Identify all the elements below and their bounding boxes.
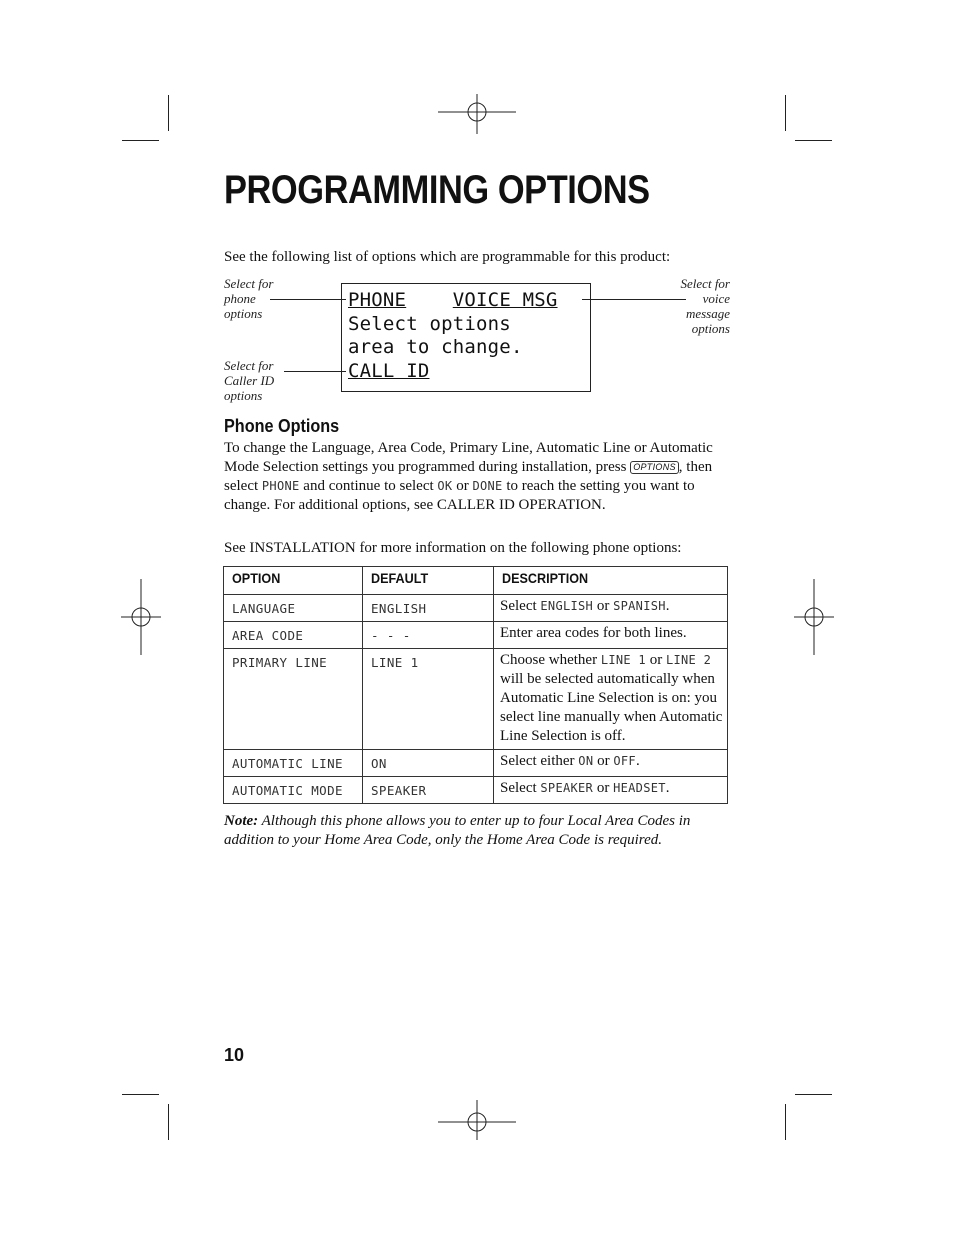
callout-caller-id	[224, 358, 274, 403]
table-row	[224, 750, 728, 777]
crop-mark	[122, 140, 159, 141]
leader-line-voice-msg	[582, 299, 686, 300]
paragraph-text: To change the Language, Area Code, Primary Line, Automatic Line or Automatic Mode Selection settings you programmed during installation, press	[224, 440, 713, 475]
leader-line-phone	[270, 299, 346, 300]
callout-line: Select for	[680, 276, 730, 291]
description-text: .	[665, 780, 670, 796]
display-text: LINE 1	[600, 653, 646, 667]
phone-options-paragraph	[224, 439, 724, 515]
registration-mark-right	[794, 579, 834, 655]
default-cell: ENGLISH	[363, 595, 494, 622]
callout-phone	[224, 276, 273, 321]
description-text: will be selected automatically when Automatic Line Selection is on: you select line manually when Automatic Line Selection is off.	[500, 671, 723, 744]
description-cell	[494, 595, 728, 622]
lcd-line-4	[348, 360, 429, 382]
section-heading: Phone Options	[224, 416, 340, 436]
table-header-row	[224, 567, 728, 595]
paragraph-text: or	[452, 478, 473, 494]
default-cell: - - -	[363, 622, 494, 649]
lcd-call-id-option: CALL ID	[348, 360, 430, 382]
crop-mark	[795, 140, 832, 141]
option-cell: AREA CODE	[224, 622, 363, 649]
lcd-phone-option: PHONE	[348, 289, 407, 311]
paragraph-text: , then select	[224, 459, 713, 494]
option-cell: AUTOMATIC MODE	[224, 777, 363, 804]
callout-voice-msg	[650, 276, 730, 336]
description-text: Enter area codes for both lines.	[500, 625, 687, 641]
table-row	[224, 649, 728, 750]
description-cell	[494, 750, 728, 777]
intro-text: See the following list of options which are programmable for this product:	[224, 249, 671, 265]
lcd-line-2: Select options	[348, 313, 511, 335]
description-text: Select	[500, 598, 541, 614]
display-text: SPEAKER	[540, 781, 594, 795]
crop-mark	[785, 1104, 786, 1140]
lcd-line-1	[348, 289, 558, 311]
default-cell: LINE 1	[363, 649, 494, 750]
display-text: SPANISH	[613, 599, 666, 613]
lcd-voice-msg-option: VOICE MSG	[452, 289, 558, 311]
display-text: DONE	[472, 479, 503, 493]
callout-line: Caller ID	[224, 373, 275, 388]
description-text: or	[593, 598, 614, 614]
display-text: HEADSET	[613, 781, 666, 795]
option-cell: PRIMARY LINE	[224, 649, 363, 750]
display-text: PHONE	[261, 479, 300, 493]
table-row	[224, 777, 728, 804]
crop-mark	[168, 1104, 169, 1140]
crop-mark	[785, 95, 786, 131]
table-row	[224, 595, 728, 622]
display-text: OFF	[613, 754, 636, 768]
note-body: Although this phone allows you to enter up to four Local Area Codes in addition to your Home Area Code, only the Home Area Code is required.	[224, 813, 691, 848]
leader-line-caller-id	[284, 371, 346, 372]
crop-mark	[795, 1094, 832, 1095]
callout-line: Select for	[224, 358, 274, 373]
registration-mark-bottom	[438, 1100, 516, 1140]
callout-line: options	[224, 306, 263, 321]
description-text: or	[593, 753, 614, 769]
description-cell	[494, 649, 728, 750]
description-text: .	[665, 598, 670, 614]
default-cell: ON	[363, 750, 494, 777]
description-cell	[494, 777, 728, 804]
page-number: 10	[224, 1045, 245, 1065]
table-row	[224, 622, 728, 649]
paragraph-text: and continue to select	[299, 478, 438, 494]
callout-line: options	[224, 388, 263, 403]
crop-mark	[122, 1094, 159, 1095]
description-text: .	[635, 753, 640, 769]
callout-line: Select for	[224, 276, 274, 291]
display-text: ENGLISH	[540, 599, 594, 613]
note-text	[224, 812, 724, 850]
paragraph-text: to reach the setting you want to change. For additional options, see CALLER ID OPERATION.	[224, 478, 695, 513]
callout-line: options	[691, 321, 730, 336]
callout-line: message	[685, 306, 730, 321]
page-title: PROGRAMMING OPTIONS	[224, 168, 650, 212]
registration-mark-left	[121, 579, 161, 655]
callout-line: voice	[702, 291, 730, 306]
description-cell	[494, 622, 728, 649]
description-text: or	[645, 652, 666, 668]
column-header-description: DESCRIPTION	[494, 567, 728, 595]
display-text: LINE 2	[665, 653, 712, 667]
column-header-option: OPTION	[224, 567, 363, 595]
description-text: Select either	[500, 753, 579, 769]
see-installation-text: See INSTALLATION for more information on the following phone options:	[224, 540, 682, 556]
registration-mark-top	[438, 94, 516, 134]
note-label: Note:	[224, 813, 259, 829]
description-text: Choose whether	[500, 652, 601, 668]
options-key-icon: OPTIONS	[630, 461, 679, 474]
display-text: OK	[437, 479, 453, 493]
description-text: Select	[500, 780, 541, 796]
option-cell: LANGUAGE	[224, 595, 363, 622]
crop-mark	[168, 95, 169, 131]
display-text: ON	[578, 754, 594, 768]
callout-line: phone	[224, 291, 256, 306]
description-text: or	[593, 780, 614, 796]
lcd-display	[341, 283, 591, 392]
default-cell: SPEAKER	[363, 777, 494, 804]
lcd-line-3: area to change.	[348, 336, 523, 358]
option-cell: AUTOMATIC LINE	[224, 750, 363, 777]
column-header-default: DEFAULT	[363, 567, 494, 595]
options-table	[223, 566, 728, 804]
